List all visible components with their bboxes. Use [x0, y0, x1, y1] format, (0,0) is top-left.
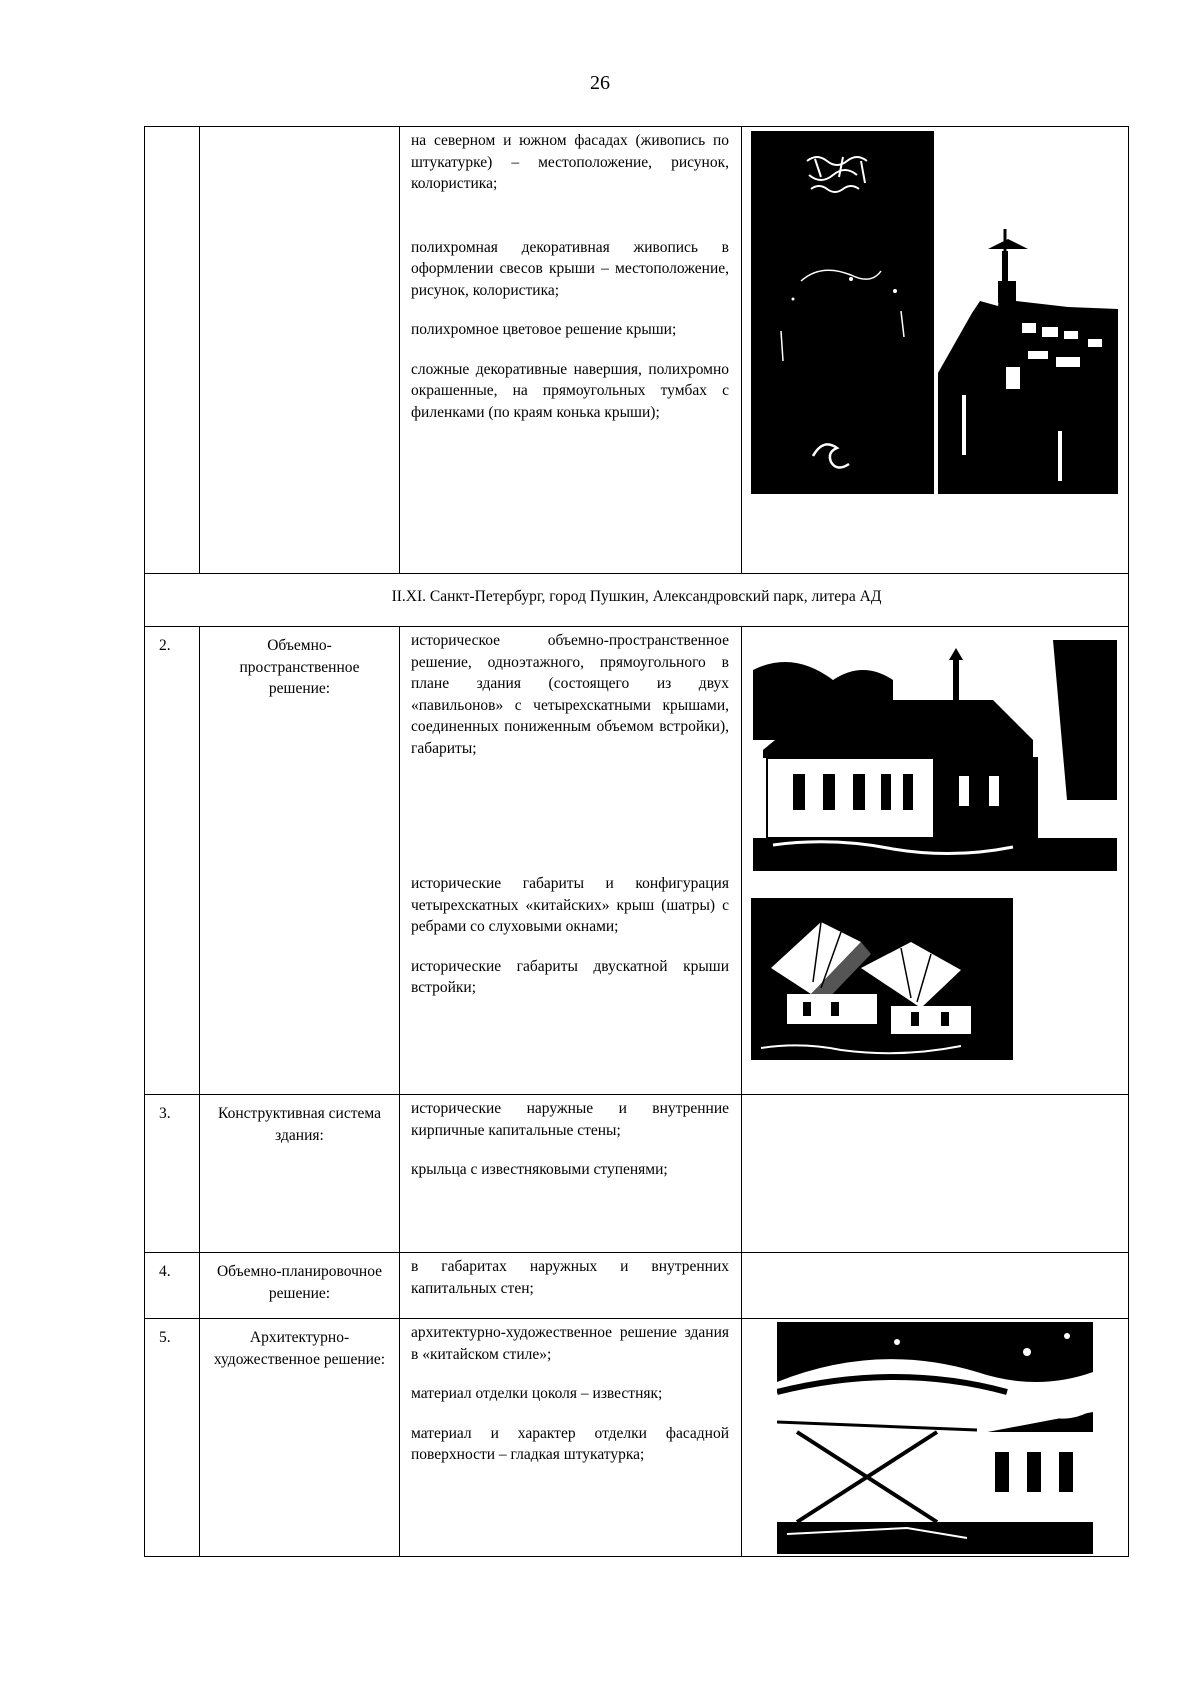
- roofs-aerial-photo: [751, 898, 1013, 1060]
- description-paragraph: в габаритах наружных и внутренних капитальных стен;: [411, 1258, 729, 1297]
- photo-cell: [742, 627, 1129, 1095]
- row-description-cell: [400, 627, 742, 1095]
- row-number: 2.: [145, 627, 200, 1095]
- photo-cell: [742, 1319, 1129, 1557]
- row-number: 3.: [145, 1095, 200, 1253]
- section-header-row: [145, 574, 1129, 627]
- row-description-cell: [400, 1095, 742, 1253]
- description-paragraph: исторические габариты и конфигурация четырехскатных «китайских» крыш (шатры) с ребрами со слуховыми окнами;: [411, 875, 729, 935]
- table-row: [145, 127, 1129, 574]
- pavilion-facade-photo: [753, 640, 1117, 871]
- row-label-cell: [200, 127, 400, 574]
- row-label: Объемно-планировочное решение:: [200, 1253, 400, 1319]
- description-paragraph: крыльца с известняковыми ступенями;: [411, 1161, 668, 1178]
- description-paragraph: материал отделки цоколя – известняк;: [411, 1385, 663, 1402]
- description-paragraph: архитектурно-художественное решение здания в «китайском стиле»;: [411, 1324, 729, 1363]
- row-number: 5.: [145, 1319, 200, 1557]
- description-paragraph: материал и характер отделки фасадной поверхности – гладкая штукатурка;: [411, 1424, 729, 1463]
- row-description-cell: [400, 127, 742, 574]
- row-label: Конструктивная система здания:: [200, 1095, 400, 1253]
- description-paragraph: сложные декоративные навершия, полихромно окрашенные, на прямоугольных тумбах с филенками (по краям конька крыши);: [411, 360, 729, 421]
- table-row: [145, 627, 1129, 1095]
- row-description-cell: [400, 1319, 742, 1557]
- table-row: [145, 1253, 1129, 1319]
- description-paragraph: историческое объемно-пространственное решение, одноэтажного, прямоугольного в плане здания (состоящего из двух «павильонов» с четырехскатными крышами, соединенных пониженным объемом встройки), габариты;: [411, 632, 729, 757]
- china-style-facade-photo: [777, 1322, 1093, 1554]
- description-paragraph: на северном и южном фасадах (живопись по штукатурке) – местоположение, рисунок, колористика;: [411, 132, 729, 192]
- roof-finial-photo: [938, 131, 1118, 494]
- photo-cell: [742, 1253, 1129, 1319]
- description-paragraph: исторические габариты двускатной крыши встройки;: [411, 957, 729, 996]
- protection-subject-table: [144, 126, 1129, 1557]
- row-number: 4.: [145, 1253, 200, 1319]
- row-label: Объемно-пространственное решение:: [200, 627, 400, 1095]
- description-paragraph: полихромное цветовое решение крыши;: [411, 321, 677, 338]
- description-paragraph: полихромная декоративная живопись в оформлении свесов крыши – местоположение, рисунок, колористика;: [411, 238, 729, 299]
- table-row: [145, 1095, 1129, 1253]
- photo-cell: [742, 127, 1129, 574]
- row-label: Архитектурно-художественное решение:: [200, 1319, 400, 1557]
- page-number: 26: [590, 72, 610, 94]
- photo-cell: [742, 1095, 1129, 1253]
- table-row: [145, 1319, 1129, 1557]
- section-title: II.XI. Санкт-Петербург, город Пушкин, Александровский парк, литера АД: [145, 574, 1129, 627]
- painted-eaves-photo: [751, 131, 934, 494]
- row-number-cell: [145, 127, 200, 574]
- row-description-cell: [400, 1253, 742, 1319]
- description-paragraph: исторические наружные и внутренние кирпичные капитальные стены;: [411, 1100, 729, 1139]
